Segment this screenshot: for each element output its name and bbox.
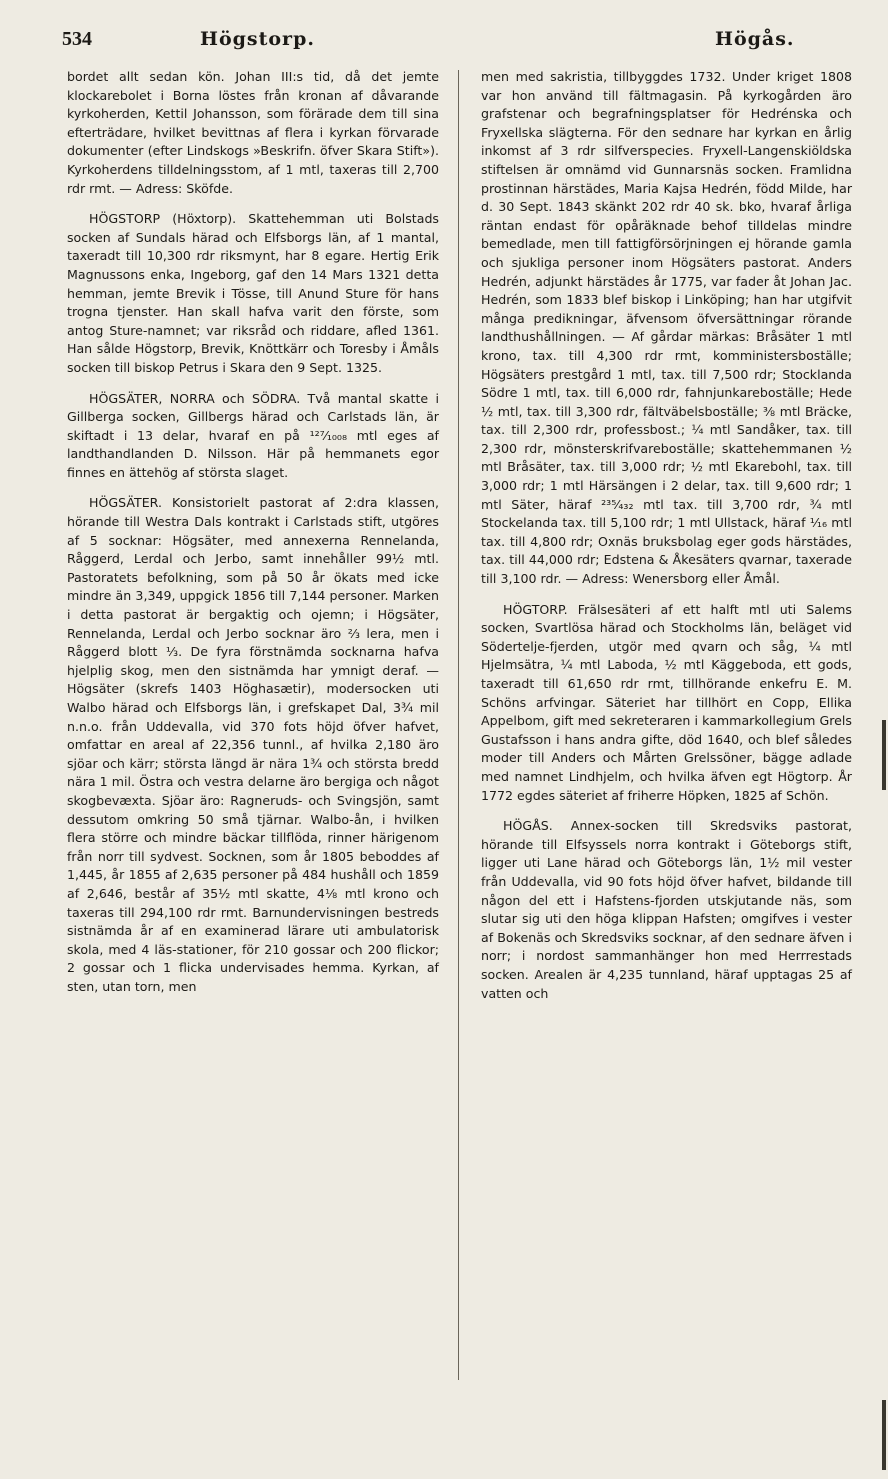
paragraph-borna-continuation: bordet allt sedan kön. Johan III:s tid, då det jemte klockarebolet i Borna löstes från kronan af dåvarande kyrkoherden, Kettil Johansson, som förärade dem till sina efterträdare, hvilket bevittnas af flera i kyrkan förvarade dokumenter (efter Lindskogs »Beskrifn. öfver Skara Stift»). Kyrkoherdens tilldelningsstom, af 1 mtl, taxeras till 2,700 rdr rmt. — Adress: Sköfde. — [67, 69, 439, 196]
right-running-head: Högås. — [715, 28, 795, 50]
entry-hogstorp: HÖGSTORP (Höxtorp). Skattehemman uti Bolstads socken af Sundals härad och Elfsborgs län, af 1 mantal, taxeradt till 10,300 rdr riksmynt, har 8 egare. Hertig Erik Magnussons enka, Ingeborg, gaf den 14 Mars 1321 detta hemman, jemte Brevik i Tösse, till Anund Sture för hans trogna tjenster. Han skall hafva varit den förste, som antog Sture-namnet; var riksråd och riddare, afled 1361. Han sålde Högstorp, Brevik, Knöttkärr och Toresby i Åmåls socken till biskop Petrus i Skara den 9 Sept. 1325. — [67, 211, 439, 375]
scan-edge-mark-lower — [882, 1400, 886, 1470]
paragraph-hogsater-continuation: men med sakristia, tillbyggdes 1732. Under kriget 1808 var hon använd till fältmagasin. På kyrkogården äro grafstenar och begrafningsplatser för Hedrénska och Fryxellska slägterna. För den sednare har kyrkan en årlig inkomst af 3 rdr silfverspecies. Fryxell-Langenskiöldska stiftelsen är omnämd vid Gunnarsnäs socken. Framlidna prostinnan härstädes, Maria Kajsa Hedrén, född Milde, har d. 30 Sept. 1843 skänkt 202 rdr 40 sk. bko, hvaraf årliga räntan endast för opåräknade behof tilldelas mindre bemedlade, men till fattigförsörjningen ej hörande gamla och sjukliga personer inom Högsäters pastorat. Anders Hedrén, adjunkt härstädes år 1775, var fader åt Johan Jac. Hedrén, som 1833 blef biskop i Linköping; han har utgifvit många predikningar, äfvensom öfversättningar rörande landthushållningen. — Af gårdar märkas: Bråsäter 1 mtl krono, tax. till 4,300 rdr rmt, komministersboställe; Högsäters prestgård 1 mtl, tax. till 7,500 rdr; Stocklanda Södre 1 mtl, tax. till 6,000 rdr, fahnjunkareboställe; Hede ½ mtl, tax. till 3,300 rdr, fältväbelsboställe; ⅜ mtl Bräcke, tax. till 2,300 rdr, professbost.; ¼ mtl Sandåker, tax. till 2,300 rdr, mönsterskrifvareboställe; skattehemmanen ½ mtl Bråsäter, tax. till 3,000 rdr; ½ mtl Ekarebohl, tax. till 3,000 rdr; 1 mtl Härsängen i 2 delar, tax. till 9,600 rdr; 1 mtl Säter, häraf ²³⁵⁄₄₃₂ mtl tax. till 3,700 rdr, ¾ mtl Stockelanda tax. till 5,100 rdr; 1 mtl Ullstack, häraf ¹⁄₁₆ mtl tax. till 4,800 rdr; Oxnäs bruksbolag eger gods härstädes, tax. till 44,000 rdr; Edstena & Åkesäters qvarnar, taxerade till 3,100 rdr. — Adress: Wenersborg eller Åmål. — [481, 69, 852, 587]
entry-hogas: HÖGÅS. Annex-socken till Skredsviks pastorat, hörande till Elfsyssels norra kontrakt i Göteborgs stift, ligger uti Lane härad och Göteborgs län, 1½ mil vester från Uddevalla, vid 90 fots höjd öfver hafvet, bildande till någon del ett i Hafstens-fjorden utskjutande näs, som slutar sig uti den höga klippan Hafsten; omgifves i vester af Bokenäs och Skredsviks socknar, af den sednare äfven i norr; i nordost sammanhänger hon med Herrrestads socken. Arealen är 4,235 tunnland, häraf upptagas 25 af vatten och — [481, 818, 852, 1001]
column-divider — [458, 70, 459, 1380]
scan-edge-mark — [882, 720, 886, 790]
left-running-head: Högstorp. — [200, 28, 315, 50]
entry-hogtorp: HÖGTORP. Frälsesäteri af ett halft mtl uti Salems socken, Svartlösa härad och Stockholms län, beläget vid Södertelje-fjerden, utgör med qvarn och såg, ¼ mtl Hjelmsätra, ¼ mtl Laboda, ½ mtl Käggeboda, ett gods, taxeradt till 61,650 rdr rmt, tillhörande enkefru E. M. Schöns arfvingar. Säteriet har tillhört en Copp, Ellika Appelbom, gift med sekreteraren i kammarkollegium Grels Gustafsson i hans andra gifte, död 1640, och blef således moder till Anders och Mårten Grelssöner, bägge adlade med namnet Lindhjelm, och hvilka äfven egt Högtorp. År 1772 egdes säteriet af friherre Höpken, 1825 af Schön. — [481, 601, 852, 803]
left-column — [67, 68, 439, 1009]
page-header — [0, 22, 888, 62]
right-column — [481, 68, 852, 1015]
entry-hogsater-norra-sodra: HÖGSÄTER, NORRA och SÖDRA. Två mantal skatte i Gillberga socken, Gillbergs härad och Carlstads län, är skiftadt i 13 delar, hvaraf en på ¹²⁷⁄₁₀₀₈ mtl eges af landthandlanden D. Nilsson. Här på hemmanets egor finnes en ättehög af största slaget. — [67, 390, 439, 480]
page-number: 534 — [62, 28, 92, 50]
entry-hogsater-pastorat: HÖGSÄTER. Konsistorielt pastorat af 2:dra klassen, hörande till Westra Dals kontrakt i Carlstads stift, utgöres af 5 socknar: Högsäter, med annexerna Rennelanda, Råggerd, Lerdal och Jerbo, samt innehåller 99½ mtl. Pastoratets befolkning, som på 50 år ökats med icke mindre än 3,349, uppgick 1856 till 7,144 personer. Marken i detta pastorat är bergaktig och ojemn; i Högsäter, Rennelanda, Lerdal och Jerbo socknar äro ⅔ lera, men i Råggerd blott ⅓. De fyra förstnämda socknarna hafva hjelplig skog, men den sistnämda har ymnigt deraf. — Högsäter (skrefs 1403 Höghasætir), modersocken uti Walbo härad och Elfsborgs län, i grefskapet Dal, 3¾ mil n.n.o. från Uddevalla, vid 370 fots höjd öfver hafvet, omfattar en areal af 22,356 tunnl., af hvilka 2,180 äro sjöar och kärr; största längd är nära 1¾ och största bredd nära 1 mil. Östra och vestra delarne äro bergiga och något skogbevæxta. Sjöar äro: Ragneruds- och Svingsjön, samt dessutom omkring 50 små tjärnar. Walbo-ån, i hvilken flera större och mindre bäckar tillflöda, rinner härigenom från norr till sydvest. Socknen, som år 1805 beboddes af 1,445, år 1855 af 2,635 personer på 484 hushåll och 1859 af 2,646, består af 35½ mtl skatte, 4⅛ mtl krono och taxeras till 294,100 rdr rmt. Barnundervisningen bestreds sistnämda år af en examinerad lärare uti ambulatorisk skola, med 4 läs-stationer, för 210 gossar och 200 flickor; 2 gossar och 1 flicka undervisades hemma. Kyrkan, af sten, utan torn, men — [67, 495, 439, 994]
